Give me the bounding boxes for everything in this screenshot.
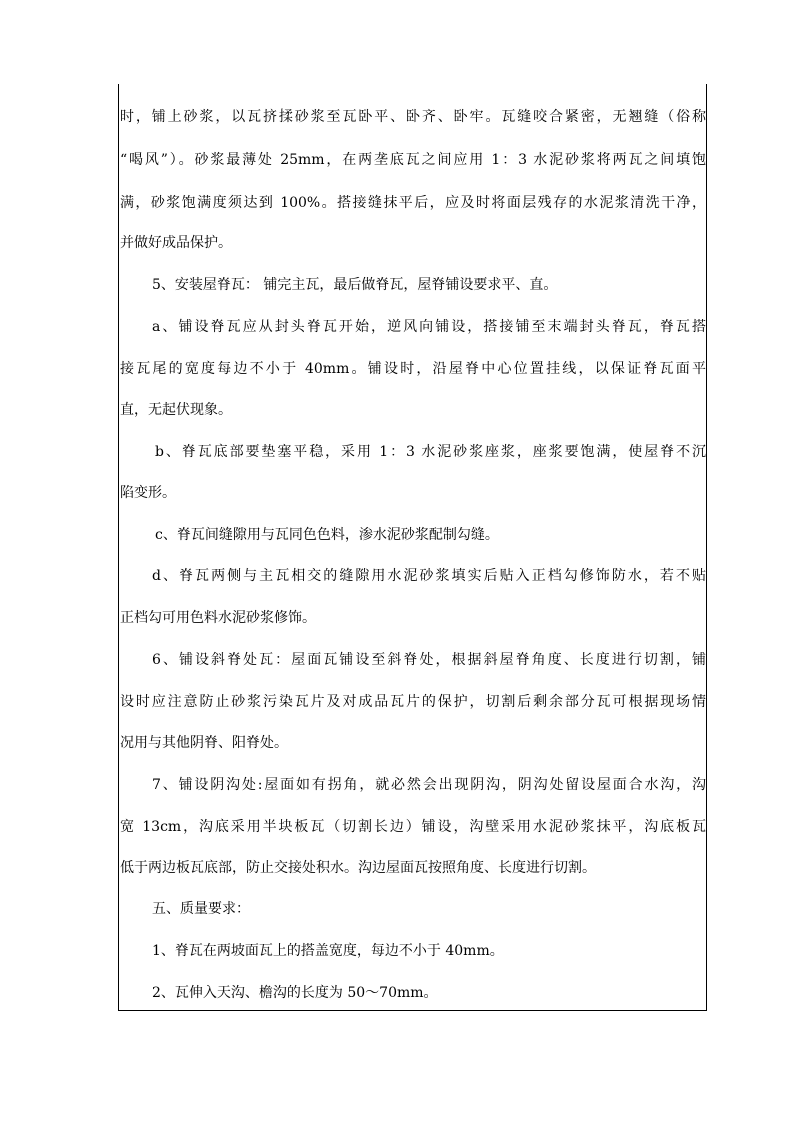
section-heading: 五、质量要求： (152, 901, 250, 917)
text-line: 7、铺设阴沟处:屋面如有拐角，就必然会出现阴沟，阴沟处留设屋面合水沟，沟 (152, 777, 706, 793)
text-line: 并做好成品保护。 (120, 235, 232, 251)
text-line: 满，砂浆饱满度须达到 100%。搭接缝抹平后，应及时将面层残存的水泥浆清洗干净， (120, 195, 706, 211)
text-line: d、脊瓦两侧与主瓦相交的缝隙用水泥砂浆填实后贴入正档勾修饰防水，若不贴 (152, 568, 706, 584)
text-line: 接瓦尾的宽度每边不小于 40mm。铺设时，沿屋脊中心位置挂线，以保证脊瓦面平 (120, 361, 706, 377)
text-line: 1、脊瓦在两坡面瓦上的搭盖宽度，每边不小于 40mm。 (152, 943, 504, 959)
text-line: 设时应注意防止砂浆污染瓦片及对成品瓦片的保护，切割后剩余部分瓦可根据现场情 (120, 694, 706, 710)
text-line: c、脊瓦间缝隙用与瓦同色色料，渗水泥砂浆配制勾缝。 (155, 527, 499, 543)
text-line: 宽 13cm，沟底采用半块板瓦（切割长边）铺设，沟壁采用水泥砂浆抹平，沟底板瓦 (120, 819, 706, 835)
text-line: 低于两边板瓦底部，防止交接处积水。沟边屋面瓦按照角度、长度进行切割。 (120, 860, 596, 876)
text-line: “喝风”）。砂浆最薄处 25mm，在两垄底瓦之间应用 1：3 水泥砂浆将两瓦之间填饱 (120, 152, 706, 168)
text-line: 2、瓦伸入天沟、檐沟的长度为 50～70mm。 (152, 985, 438, 1001)
text-line: 5、安装屋脊瓦： 铺完主瓦，最后做脊瓦，屋脊铺设要求平、直。 (152, 277, 558, 293)
text-line: 时，铺上砂浆，以瓦挤揉砂浆至瓦卧平、卧齐、卧牢。瓦缝咬合紧密，无翘缝（俗称 (120, 109, 706, 125)
text-line: 况用与其他阴脊、阳脊处。 (120, 735, 288, 751)
text-line: 正档勾可用色料水泥砂浆修饰。 (120, 610, 316, 626)
text-line: 直，无起伏现象。 (120, 402, 232, 418)
text-line: 陷变形。 (120, 485, 176, 501)
text-line: 6、铺设斜脊处瓦：屋面瓦铺设至斜脊处，根据斜屋脊角度、长度进行切割，铺 (152, 652, 706, 668)
text-line: a、铺设脊瓦应从封头脊瓦开始，逆风向铺设，搭接铺至末端封头脊瓦，脊瓦搭 (152, 319, 706, 335)
text-line: b、脊瓦底部要垫塞平稳，采用 1：3 水泥砂浆座浆，座浆要饱满，使屋脊不沉 (155, 444, 706, 460)
